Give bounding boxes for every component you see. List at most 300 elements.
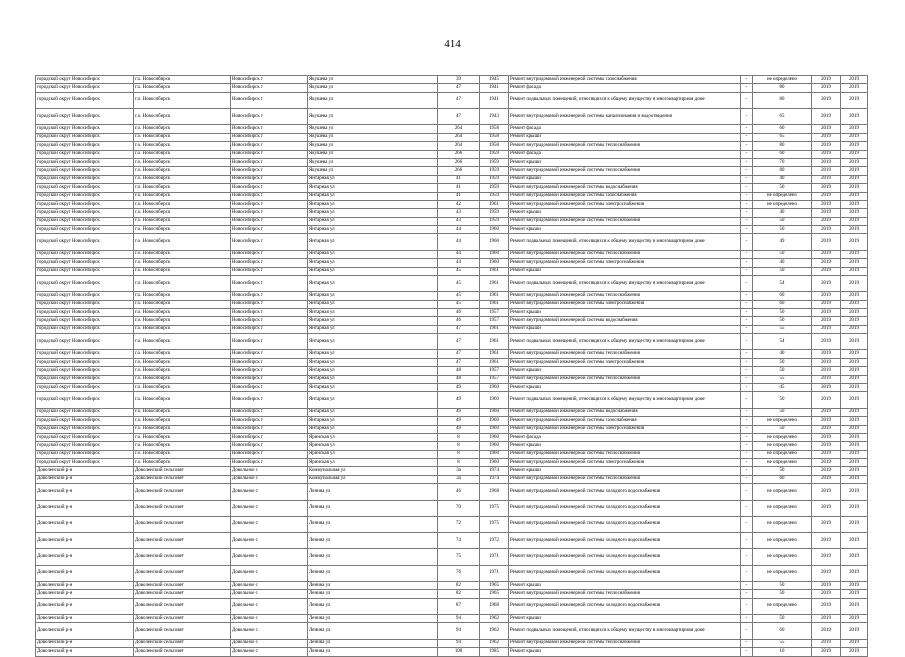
build-year-cell: 1968 bbox=[480, 598, 509, 614]
plan-end-year-cell: 2019 bbox=[841, 549, 868, 565]
build-year-cell: 1957 bbox=[480, 317, 509, 325]
district-cell: Доволенский р-н bbox=[36, 500, 134, 516]
dash-cell: - bbox=[741, 209, 753, 217]
locality-cell: Новосибирск г bbox=[231, 292, 308, 300]
dash-cell: - bbox=[741, 76, 753, 84]
build-year-cell: 1941 bbox=[480, 84, 509, 92]
work-type-cell: Ремонт внутридомовой инженерной системы газоснабжения bbox=[509, 192, 741, 200]
cost-cell: 40 bbox=[753, 175, 812, 183]
municipality-cell: г.о. Новосибирск bbox=[134, 125, 231, 133]
plan-end-year-cell: 2019 bbox=[841, 516, 868, 532]
build-year-cell: 1958 bbox=[480, 133, 509, 141]
cost-cell: 45 bbox=[753, 384, 812, 392]
street-cell: Ленина ул bbox=[308, 623, 438, 639]
work-type-cell: Ремонт внутридомовой инженерной системы теплоснабжения bbox=[509, 475, 741, 483]
house-number-cell: 47 bbox=[438, 92, 480, 108]
build-year-cell: 1960 bbox=[480, 234, 509, 250]
dash-cell: - bbox=[741, 475, 753, 483]
dash-cell: - bbox=[741, 358, 753, 366]
house-number-cell: 74 bbox=[438, 533, 480, 549]
build-year-cell: 1960 bbox=[480, 417, 509, 425]
dash-cell: - bbox=[741, 500, 753, 516]
locality-cell: Новосибирск г bbox=[231, 358, 308, 366]
street-cell: Ленина ул bbox=[308, 549, 438, 565]
street-cell: Ленина ул bbox=[308, 598, 438, 614]
locality-cell: Новосибирск г bbox=[231, 250, 308, 258]
municipality-cell: Доволенский сельсовет bbox=[134, 639, 231, 647]
cost-cell: 50 bbox=[753, 317, 812, 325]
cost-cell: 50 bbox=[753, 408, 812, 416]
district-cell: городской округ Новосибирск bbox=[36, 442, 134, 450]
locality-cell: Новосибирск г bbox=[231, 408, 308, 416]
street-cell: Янтарная ул bbox=[308, 259, 438, 267]
plan-end-year-cell: 2019 bbox=[841, 533, 868, 549]
house-number-cell: 87 bbox=[438, 598, 480, 614]
dash-cell: - bbox=[741, 325, 753, 333]
district-cell: городской округ Новосибирск bbox=[36, 292, 134, 300]
table-row bbox=[36, 475, 868, 483]
work-type-cell: Ремонт внутридомовой инженерной системы холодного водоснабжения bbox=[509, 533, 741, 549]
municipality-cell: г.о. Новосибирск bbox=[134, 275, 231, 291]
house-number-cell: 45 bbox=[438, 292, 480, 300]
work-type-cell: Ремонт крыши bbox=[509, 158, 741, 166]
dash-cell: - bbox=[741, 384, 753, 392]
table-row bbox=[36, 334, 868, 350]
house-number-cell: 41 bbox=[438, 175, 480, 183]
table-row bbox=[36, 598, 868, 614]
municipality-cell: г.о. Новосибирск bbox=[134, 142, 231, 150]
work-type-cell: Ремонт внутридомовой инженерной системы газоснабжения bbox=[509, 76, 741, 84]
plan-end-year-cell: 2019 bbox=[841, 259, 868, 267]
plan-end-year-cell: 2019 bbox=[841, 442, 868, 450]
house-number-cell: 8 bbox=[438, 442, 480, 450]
build-year-cell: 1961 bbox=[480, 358, 509, 366]
plan-start-year-cell: 2019 bbox=[812, 358, 841, 366]
dash-cell: - bbox=[741, 275, 753, 291]
district-cell: Доволенский р-н bbox=[36, 565, 134, 581]
cost-cell: 65 bbox=[753, 109, 812, 125]
table-row bbox=[36, 226, 868, 234]
cost-cell: не определено bbox=[753, 598, 812, 614]
street-cell: Якушева ул bbox=[308, 142, 438, 150]
street-cell: Янтарная ул bbox=[308, 226, 438, 234]
table-row bbox=[36, 84, 868, 92]
plan-end-year-cell: 2019 bbox=[841, 92, 868, 108]
locality-cell: Довольное с bbox=[231, 533, 308, 549]
table-row bbox=[36, 467, 868, 475]
plan-end-year-cell: 2019 bbox=[841, 598, 868, 614]
locality-cell: Новосибирск г bbox=[231, 167, 308, 175]
street-cell: Якушева ул bbox=[308, 109, 438, 125]
plan-end-year-cell: 2019 bbox=[841, 209, 868, 217]
house-number-cell: 82 bbox=[438, 590, 480, 598]
locality-cell: Новосибирск г bbox=[231, 92, 308, 108]
cost-cell: не определено bbox=[753, 533, 812, 549]
plan-start-year-cell: 2019 bbox=[812, 425, 841, 433]
plan-start-year-cell: 2019 bbox=[812, 300, 841, 308]
work-type-cell: Ремонт фасада bbox=[509, 433, 741, 441]
district-cell: городской округ Новосибирск bbox=[36, 226, 134, 234]
build-year-cell: 1960 bbox=[480, 384, 509, 392]
district-cell: городской округ Новосибирск bbox=[36, 425, 134, 433]
district-cell: городской округ Новосибирск bbox=[36, 317, 134, 325]
plan-end-year-cell: 2019 bbox=[841, 565, 868, 581]
table-row bbox=[36, 317, 868, 325]
municipality-cell: Доволенский сельсовет bbox=[134, 615, 231, 623]
work-type-cell: Ремонт внутридомовой инженерной системы водоснабжения bbox=[509, 184, 741, 192]
plan-end-year-cell: 2019 bbox=[841, 267, 868, 275]
district-cell: городской округ Новосибирск bbox=[36, 433, 134, 441]
district-cell: Доволенский р-н bbox=[36, 484, 134, 500]
plan-start-year-cell: 2019 bbox=[812, 209, 841, 217]
plan-start-year-cell: 2019 bbox=[812, 200, 841, 208]
build-year-cell: 1961 bbox=[480, 200, 509, 208]
plan-start-year-cell: 2019 bbox=[812, 92, 841, 108]
plan-start-year-cell: 2019 bbox=[812, 467, 841, 475]
cost-cell: не определено bbox=[753, 565, 812, 581]
dash-cell: - bbox=[741, 350, 753, 358]
cost-cell: не определено bbox=[753, 500, 812, 516]
dash-cell: - bbox=[741, 267, 753, 275]
district-cell: городской округ Новосибирск bbox=[36, 275, 134, 291]
work-type-cell: Ремонт крыши bbox=[509, 442, 741, 450]
build-year-cell: 1962 bbox=[480, 623, 509, 639]
street-cell: Яринская ул bbox=[308, 450, 438, 458]
municipality-cell: г.о. Новосибирск bbox=[134, 392, 231, 408]
street-cell: Янтарная ул bbox=[308, 209, 438, 217]
dash-cell: - bbox=[741, 392, 753, 408]
plan-start-year-cell: 2019 bbox=[812, 84, 841, 92]
district-cell: городской округ Новосибирск bbox=[36, 158, 134, 166]
house-number-cell: 42 bbox=[438, 200, 480, 208]
work-type-cell: Ремонт подвальных помещений, относящихся к общему имуществу в многоквартирном доме bbox=[509, 392, 741, 408]
work-type-cell: Ремонт внутридомовой инженерной системы электроснабжения bbox=[509, 259, 741, 267]
work-type-cell: Ремонт внутридомовой инженерной системы водоснабжения bbox=[509, 408, 741, 416]
house-number-cell: 264 bbox=[438, 133, 480, 141]
plan-start-year-cell: 2019 bbox=[812, 549, 841, 565]
cost-cell: не определено bbox=[753, 549, 812, 565]
street-cell: Ленина ул bbox=[308, 565, 438, 581]
locality-cell: Новосибирск г bbox=[231, 334, 308, 350]
plan-start-year-cell: 2019 bbox=[812, 590, 841, 598]
district-cell: городской округ Новосибирск bbox=[36, 459, 134, 467]
house-number-cell: 44 bbox=[438, 250, 480, 258]
municipality-cell: Доволенский сельсовет bbox=[134, 475, 231, 483]
house-number-cell: 94 bbox=[438, 623, 480, 639]
street-cell: Янтарная ул bbox=[308, 367, 438, 375]
plan-start-year-cell: 2019 bbox=[812, 648, 841, 656]
house-number-cell: 8 bbox=[438, 433, 480, 441]
dash-cell: - bbox=[741, 234, 753, 250]
build-year-cell: 1961 bbox=[480, 275, 509, 291]
street-cell: Ленина ул bbox=[308, 500, 438, 516]
dash-cell: - bbox=[741, 565, 753, 581]
street-cell: Янтарная ул bbox=[308, 334, 438, 350]
dash-cell: - bbox=[741, 590, 753, 598]
cost-cell: 50 bbox=[753, 358, 812, 366]
street-cell: Янтарная ул bbox=[308, 384, 438, 392]
plan-start-year-cell: 2019 bbox=[812, 250, 841, 258]
dash-cell: - bbox=[741, 217, 753, 225]
municipality-cell: г.о. Новосибирск bbox=[134, 408, 231, 416]
cost-cell: 50 bbox=[753, 226, 812, 234]
house-number-cell: 3а bbox=[438, 475, 480, 483]
house-number-cell: 8 bbox=[438, 450, 480, 458]
table-row bbox=[36, 408, 868, 416]
build-year-cell: 1960 bbox=[480, 459, 509, 467]
dash-cell: - bbox=[741, 375, 753, 383]
work-type-cell: Ремонт внутридомовой инженерной системы теплоснабжения bbox=[509, 450, 741, 458]
locality-cell: Новосибирск г bbox=[231, 184, 308, 192]
municipality-cell: г.о. Новосибирск bbox=[134, 92, 231, 108]
table-row bbox=[36, 209, 868, 217]
municipality-cell: г.о. Новосибирск bbox=[134, 158, 231, 166]
dash-cell: - bbox=[741, 142, 753, 150]
build-year-cell: 1960 bbox=[480, 450, 509, 458]
work-type-cell: Ремонт внутридомовой инженерной системы холодного водоснабжения bbox=[509, 516, 741, 532]
street-cell: Коммунальная ул bbox=[308, 475, 438, 483]
plan-start-year-cell: 2019 bbox=[812, 408, 841, 416]
dash-cell: - bbox=[741, 516, 753, 532]
work-type-cell: Ремонт внутридомовой инженерной системы электроснабжения bbox=[509, 459, 741, 467]
district-cell: городской округ Новосибирск bbox=[36, 392, 134, 408]
plan-end-year-cell: 2019 bbox=[841, 425, 868, 433]
street-cell: Ленина ул bbox=[308, 484, 438, 500]
municipality-cell: Доволенский сельсовет bbox=[134, 582, 231, 590]
locality-cell: Новосибирск г bbox=[231, 309, 308, 317]
municipality-cell: Доволенский сельсовет bbox=[134, 598, 231, 614]
district-cell: городской округ Новосибирск bbox=[36, 76, 134, 84]
table-row bbox=[36, 533, 868, 549]
district-cell: Доволенский р-н bbox=[36, 615, 134, 623]
build-year-cell: 1959 bbox=[480, 192, 509, 200]
plan-end-year-cell: 2019 bbox=[841, 84, 868, 92]
table-body bbox=[36, 76, 868, 657]
district-cell: Доволенский р-н bbox=[36, 639, 134, 647]
plan-start-year-cell: 2019 bbox=[812, 582, 841, 590]
plan-start-year-cell: 2019 bbox=[812, 275, 841, 291]
cost-cell: 50 bbox=[753, 217, 812, 225]
cost-cell: 40 bbox=[753, 350, 812, 358]
plan-start-year-cell: 2019 bbox=[812, 158, 841, 166]
street-cell: Янтарная ул bbox=[308, 192, 438, 200]
district-cell: городской округ Новосибирск bbox=[36, 367, 134, 375]
repair-plan-table bbox=[35, 75, 868, 657]
street-cell: Яринская ул bbox=[308, 459, 438, 467]
street-cell: Янтарная ул bbox=[308, 275, 438, 291]
table-row bbox=[36, 92, 868, 108]
table-row bbox=[36, 417, 868, 425]
street-cell: Янтарная ул bbox=[308, 317, 438, 325]
dash-cell: - bbox=[741, 158, 753, 166]
build-year-cell: 1961 bbox=[480, 334, 509, 350]
dash-cell: - bbox=[741, 259, 753, 267]
page-number: 414 bbox=[444, 38, 461, 50]
dash-cell: - bbox=[741, 309, 753, 317]
municipality-cell: г.о. Новосибирск bbox=[134, 417, 231, 425]
district-cell: городской округ Новосибирск bbox=[36, 234, 134, 250]
build-year-cell: 1975 bbox=[480, 500, 509, 516]
table-row bbox=[36, 615, 868, 623]
plan-start-year-cell: 2019 bbox=[812, 484, 841, 500]
dash-cell: - bbox=[741, 408, 753, 416]
plan-end-year-cell: 2019 bbox=[841, 384, 868, 392]
street-cell: Янтарная ул bbox=[308, 300, 438, 308]
work-type-cell: Ремонт фасада bbox=[509, 150, 741, 158]
municipality-cell: г.о. Новосибирск bbox=[134, 109, 231, 125]
cost-cell: 50 bbox=[753, 425, 812, 433]
locality-cell: Новосибирск г bbox=[231, 84, 308, 92]
municipality-cell: Доволенский сельсовет bbox=[134, 590, 231, 598]
build-year-cell: 1945 bbox=[480, 76, 509, 84]
municipality-cell: г.о. Новосибирск bbox=[134, 200, 231, 208]
house-number-cell: 94 bbox=[438, 639, 480, 647]
locality-cell: Довольное с bbox=[231, 582, 308, 590]
plan-end-year-cell: 2019 bbox=[841, 648, 868, 656]
street-cell: Янтарная ул bbox=[308, 375, 438, 383]
table-row bbox=[36, 133, 868, 141]
locality-cell: Новосибирск г bbox=[231, 425, 308, 433]
dash-cell: - bbox=[741, 549, 753, 565]
build-year-cell: 1962 bbox=[480, 639, 509, 647]
table-row bbox=[36, 358, 868, 366]
work-type-cell: Ремонт подвальных помещений, относящихся к общему имуществу в многоквартирном доме bbox=[509, 334, 741, 350]
table-row bbox=[36, 175, 868, 183]
table-row bbox=[36, 217, 868, 225]
locality-cell: Новосибирск г bbox=[231, 392, 308, 408]
plan-end-year-cell: 2019 bbox=[841, 292, 868, 300]
work-type-cell: Ремонт крыши bbox=[509, 209, 741, 217]
house-number-cell: 41 bbox=[438, 192, 480, 200]
cost-cell: 80 bbox=[753, 84, 812, 92]
dash-cell: - bbox=[741, 598, 753, 614]
table-row bbox=[36, 350, 868, 358]
cost-cell: не определено bbox=[753, 433, 812, 441]
district-cell: городской округ Новосибирск bbox=[36, 350, 134, 358]
street-cell: Ленина ул bbox=[308, 648, 438, 656]
street-cell: Янтарная ул bbox=[308, 417, 438, 425]
cost-cell: не определено bbox=[753, 192, 812, 200]
house-number-cell: 8 bbox=[438, 459, 480, 467]
house-number-cell: 44 bbox=[438, 226, 480, 234]
district-cell: городской округ Новосибирск bbox=[36, 200, 134, 208]
build-year-cell: 1960 bbox=[480, 226, 509, 234]
municipality-cell: Доволенский сельсовет bbox=[134, 516, 231, 532]
municipality-cell: г.о. Новосибирск bbox=[134, 334, 231, 350]
locality-cell: Новосибирск г bbox=[231, 317, 308, 325]
locality-cell: Новосибирск г bbox=[231, 459, 308, 467]
cost-cell: 80 bbox=[753, 167, 812, 175]
cost-cell: не определено bbox=[753, 516, 812, 532]
plan-end-year-cell: 2019 bbox=[841, 358, 868, 366]
house-number-cell: 70 bbox=[438, 500, 480, 516]
street-cell: Якушева ул bbox=[308, 150, 438, 158]
house-number-cell: 41 bbox=[438, 184, 480, 192]
cost-cell: не определено bbox=[753, 484, 812, 500]
work-type-cell: Ремонт внутридомовой инженерной системы холодного водоснабжения bbox=[509, 500, 741, 516]
build-year-cell: 1957 bbox=[480, 367, 509, 375]
district-cell: городской округ Новосибирск bbox=[36, 209, 134, 217]
house-number-cell: 43 bbox=[438, 217, 480, 225]
district-cell: городской округ Новосибирск bbox=[36, 125, 134, 133]
work-type-cell: Ремонт внутридомовой инженерной системы холодного водоснабжения bbox=[509, 565, 741, 581]
plan-start-year-cell: 2019 bbox=[812, 76, 841, 84]
plan-end-year-cell: 2019 bbox=[841, 417, 868, 425]
build-year-cell: 1960 bbox=[480, 442, 509, 450]
plan-end-year-cell: 2019 bbox=[841, 125, 868, 133]
plan-start-year-cell: 2019 bbox=[812, 375, 841, 383]
table-row bbox=[36, 192, 868, 200]
plan-start-year-cell: 2019 bbox=[812, 150, 841, 158]
cost-cell: 50 bbox=[753, 367, 812, 375]
dash-cell: - bbox=[741, 150, 753, 158]
plan-end-year-cell: 2019 bbox=[841, 590, 868, 598]
locality-cell: Довольное с bbox=[231, 615, 308, 623]
district-cell: городской округ Новосибирск bbox=[36, 142, 134, 150]
plan-start-year-cell: 2019 bbox=[812, 217, 841, 225]
district-cell: Доволенский р-н bbox=[36, 475, 134, 483]
street-cell: Янтарная ул bbox=[308, 184, 438, 192]
cost-cell: не определено bbox=[753, 200, 812, 208]
locality-cell: Новосибирск г bbox=[231, 384, 308, 392]
build-year-cell: 1971 bbox=[480, 565, 509, 581]
house-number-cell: 47 bbox=[438, 358, 480, 366]
dash-cell: - bbox=[741, 250, 753, 258]
plan-start-year-cell: 2019 bbox=[812, 475, 841, 483]
work-type-cell: Ремонт крыши bbox=[509, 175, 741, 183]
plan-end-year-cell: 2019 bbox=[841, 375, 868, 383]
plan-end-year-cell: 2019 bbox=[841, 459, 868, 467]
municipality-cell: г.о. Новосибирск bbox=[134, 325, 231, 333]
plan-start-year-cell: 2019 bbox=[812, 192, 841, 200]
cost-cell: 54 bbox=[753, 334, 812, 350]
house-number-cell: 46 bbox=[438, 484, 480, 500]
house-number-cell: 49 bbox=[438, 392, 480, 408]
street-cell: Янтарная ул bbox=[308, 217, 438, 225]
build-year-cell: 1959 bbox=[480, 167, 509, 175]
table-row bbox=[36, 565, 868, 581]
plan-end-year-cell: 2019 bbox=[841, 450, 868, 458]
district-cell: городской округ Новосибирск bbox=[36, 267, 134, 275]
work-type-cell: Ремонт крыши bbox=[509, 467, 741, 475]
plan-start-year-cell: 2019 bbox=[812, 442, 841, 450]
work-type-cell: Ремонт внутридомовой инженерной системы теплоснабжения bbox=[509, 142, 741, 150]
dash-cell: - bbox=[741, 184, 753, 192]
house-number-cell: 49 bbox=[438, 425, 480, 433]
dash-cell: - bbox=[741, 133, 753, 141]
house-number-cell: 45 bbox=[438, 275, 480, 291]
municipality-cell: г.о. Новосибирск bbox=[134, 234, 231, 250]
locality-cell: Новосибирск г bbox=[231, 175, 308, 183]
cost-cell: 10 bbox=[753, 648, 812, 656]
street-cell: Ленина ул bbox=[308, 533, 438, 549]
house-number-cell: 47 bbox=[438, 109, 480, 125]
plan-start-year-cell: 2019 bbox=[812, 259, 841, 267]
work-type-cell: Ремонт крыши bbox=[509, 267, 741, 275]
plan-end-year-cell: 2019 bbox=[841, 133, 868, 141]
district-cell: Доволенский р-н bbox=[36, 582, 134, 590]
street-cell: Якушева ул bbox=[308, 84, 438, 92]
work-type-cell: Ремонт внутридомовой инженерной системы теплоснабжения bbox=[509, 292, 741, 300]
plan-end-year-cell: 2019 bbox=[841, 500, 868, 516]
cost-cell: 40 bbox=[753, 259, 812, 267]
plan-start-year-cell: 2019 bbox=[812, 184, 841, 192]
table-row bbox=[36, 648, 868, 656]
plan-start-year-cell: 2019 bbox=[812, 226, 841, 234]
build-year-cell: 1959 bbox=[480, 150, 509, 158]
street-cell: Ленина ул bbox=[308, 590, 438, 598]
district-cell: городской округ Новосибирск bbox=[36, 408, 134, 416]
